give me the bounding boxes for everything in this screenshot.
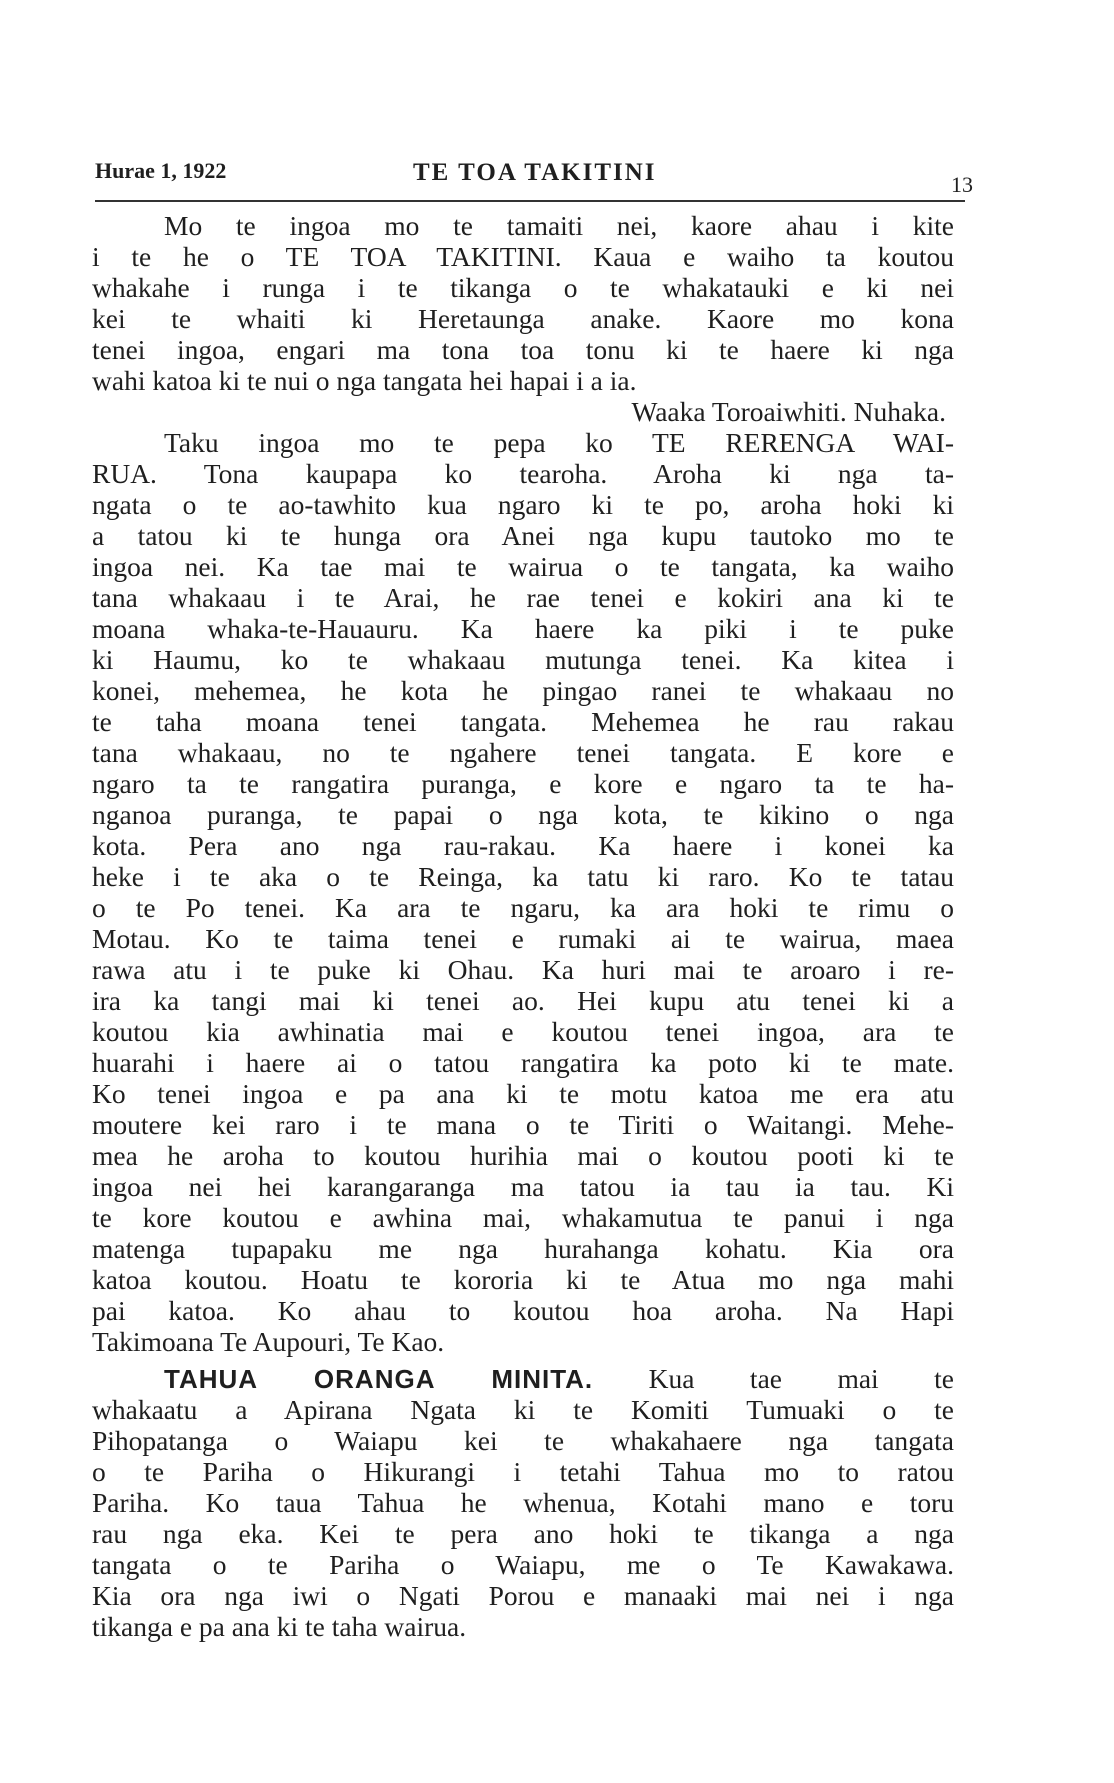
text-line: te taha moana tenei tangata. Mehemea he rau rakau bbox=[92, 706, 954, 737]
text-line: Pihopatanga o Waiapu kei te whakahaere nga tangata bbox=[92, 1425, 954, 1456]
text-line: ira ka tangi mai ki tenei ao. Hei kupu atu tenei ki a bbox=[92, 985, 954, 1016]
text-line: Takimoana Te Aupouri, Te Kao. bbox=[92, 1326, 445, 1357]
text-line: i te he o TE TOA TAKITINI. Kaua e waiho ta koutou bbox=[92, 241, 954, 272]
signature-line: Waaka Toroaiwhiti. Nuhaka. bbox=[631, 396, 946, 427]
text-line: ngaro ta te rangatira puranga, e kore e ngaro ta te ha- bbox=[92, 768, 954, 799]
text-line: tana whakaau i te Arai, he rae tenei e kokiri ana ki te bbox=[92, 582, 954, 613]
text-line: a tatou ki te hunga ora Anei nga kupu tautoko mo te bbox=[92, 520, 954, 551]
text-line: kota. Pera ano nga rau-rakau. Ka haere i konei ka bbox=[92, 830, 954, 861]
text-line: rau nga eka. Kei te pera ano hoki te tikanga a nga bbox=[92, 1518, 954, 1549]
text-line: Kia ora nga iwi o Ngati Porou e manaaki mai nei i nga bbox=[92, 1580, 954, 1611]
text-line: te kore koutou e awhina mai, whakamutua te panui i nga bbox=[92, 1202, 954, 1233]
article-body bbox=[92, 210, 954, 1642]
section-heading: TAHUA ORANGA MINITA. bbox=[164, 1364, 594, 1394]
text-line: matenga tupapaku me nga hurahanga kohatu. Kia ora bbox=[92, 1233, 954, 1264]
text-line: Ko tenei ingoa e pa ana ki te motu katoa me era atu bbox=[92, 1078, 954, 1109]
paragraph-tahua-first-line bbox=[92, 1363, 954, 1394]
text-line: tana whakaau, no te ngahere tenei tangata. E kore e bbox=[92, 737, 954, 768]
running-header bbox=[95, 158, 973, 198]
text-line: Taku ingoa mo te pepa ko TE RERENGA WAI- bbox=[164, 427, 954, 458]
page-number: 13 bbox=[951, 172, 973, 197]
text-line: pai katoa. Ko ahau to koutou hoa aroha. Na Hapi bbox=[92, 1295, 954, 1326]
text-line: koutou kia awhinatia mai e koutou tenei ingoa, ara te bbox=[92, 1016, 954, 1047]
text-line: mea he aroha to koutou hurihia mai o koutou pooti ki te bbox=[92, 1140, 954, 1171]
header-rule bbox=[95, 200, 965, 202]
text-line: heke i te aka o te Reinga, ka tatu ki raro. Ko te tatau bbox=[92, 861, 954, 892]
text-line: kei te whaiti ki Heretaunga anake. Kaore mo kona bbox=[92, 303, 954, 334]
text-line: ngata o te ao-tawhito kua ngaro ki te po, aroha hoki ki bbox=[92, 489, 954, 520]
text-line: tenei ingoa, engari ma tona toa tonu ki te haere ki nga bbox=[92, 334, 954, 365]
paragraph-rerenga-wairua bbox=[92, 427, 954, 1357]
text-line: wahi katoa ki te nui o nga tangata hei hapai i a ia. bbox=[92, 365, 637, 396]
paragraph-ingoa-letter bbox=[92, 210, 954, 396]
text-line: whakahe i runga i te tikanga o te whakatauki e ki nei bbox=[92, 272, 954, 303]
publication-title: TE TOA TAKITINI bbox=[413, 159, 657, 186]
text-line: nganoa puranga, te papai o nga kota, te kikino o nga bbox=[92, 799, 954, 830]
text-line: ki Haumu, ko te whakaau mutunga tenei. Ka kitea i bbox=[92, 644, 954, 675]
paragraph-tahua-oranga bbox=[92, 1394, 954, 1642]
text-line: katoa koutou. Hoatu te kororia ki te Atua mo nga mahi bbox=[92, 1264, 954, 1295]
text-line: Mo te ingoa mo te tamaiti nei, kaore ahau i kite bbox=[164, 210, 954, 241]
text-line: whakaatu a Apirana Ngata ki te Komiti Tumuaki o te bbox=[92, 1394, 954, 1425]
text-line: RUA. Tona kaupapa ko tearoha. Aroha ki nga ta- bbox=[92, 458, 954, 489]
text-line: o te Pariha o Hikurangi i tetahi Tahua mo to ratou bbox=[92, 1456, 954, 1487]
text-line: konei, mehemea, he kota he pingao ranei te whakaau no bbox=[92, 675, 954, 706]
text-line: ingoa nei hei karangaranga ma tatou ia tau ia tau. Ki bbox=[92, 1171, 954, 1202]
text-line: Motau. Ko te taima tenei e rumaki ai te wairua, maea bbox=[92, 923, 954, 954]
text-line: Pariha. Ko taua Tahua he whenua, Kotahi mano e toru bbox=[92, 1487, 954, 1518]
text-line: tikanga e pa ana ki te taha wairua. bbox=[92, 1611, 467, 1642]
first-line-text: Kua tae mai te bbox=[648, 1363, 955, 1394]
issue-date: Hurae 1, 1922 bbox=[95, 158, 227, 183]
text-line: o te Po tenei. Ka ara te ngaru, ka ara hoki te rimu o bbox=[92, 892, 954, 923]
text-line: moutere kei raro i te mana o te Tiriti o Waitangi. Mehe- bbox=[92, 1109, 954, 1140]
text-line: moana whaka-te-Hauauru. Ka haere ka piki i te puke bbox=[92, 613, 954, 644]
text-line: tangata o te Pariha o Waiapu, me o Te Kawakawa. bbox=[92, 1549, 954, 1580]
text-line: huarahi i haere ai o tatou rangatira ka poto ki te mate. bbox=[92, 1047, 954, 1078]
text-line: ingoa nei. Ka tae mai te wairua o te tangata, ka waiho bbox=[92, 551, 954, 582]
text-line: rawa atu i te puke ki Ohau. Ka huri mai te aroaro i re- bbox=[92, 954, 954, 985]
